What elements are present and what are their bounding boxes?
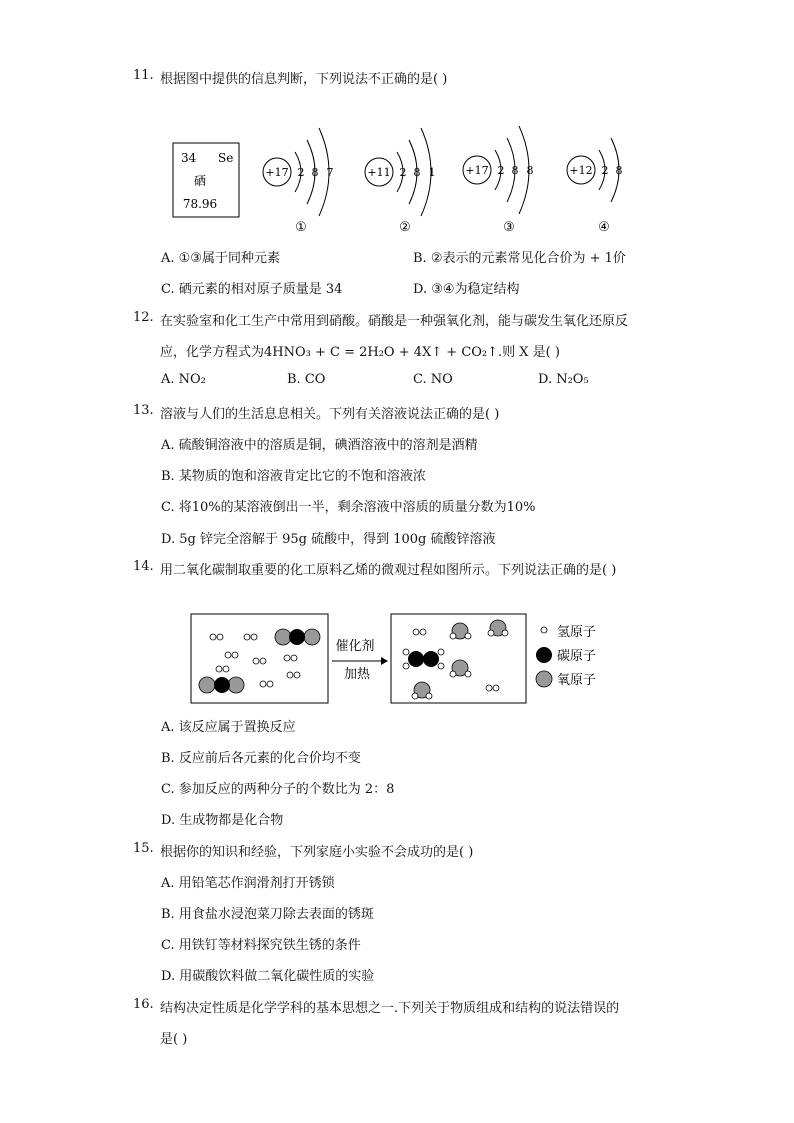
- question-number: 11.: [133, 68, 154, 83]
- diagram-label: ④: [598, 220, 610, 235]
- legend-hydrogen: 氢原子: [557, 625, 597, 640]
- option-c[interactable]: C. 用铁钉等材料探究铁生锈的条件: [161, 938, 361, 953]
- shell-electrons: 8: [413, 166, 421, 179]
- diagram-label: ③: [503, 220, 515, 235]
- question-number: 13.: [133, 403, 154, 418]
- shell-electrons: 2: [497, 164, 505, 177]
- diagram-label: ①: [295, 220, 307, 235]
- option-d[interactable]: D. 用碳酸饮料做二氧化碳性质的实验: [161, 969, 375, 984]
- option-b[interactable]: B. 反应前后各元素的化合价均不变: [161, 751, 361, 766]
- question-stem: 根据你的知识和经验，下列家庭小实验不会成功的是( ): [160, 845, 474, 860]
- question-number: 15.: [133, 841, 154, 856]
- option-a[interactable]: A. ①③属于同种元素: [161, 251, 280, 266]
- question-number: 16.: [133, 997, 154, 1012]
- question-stem: 根据图中提供的信息判断，下列说法不正确的是( ): [160, 72, 448, 87]
- element-symbol: Se: [218, 151, 234, 165]
- option-b[interactable]: B. ②表示的元素常见化合价为 + 1价: [413, 251, 626, 266]
- question-number: 14.: [133, 559, 154, 574]
- reaction-diagram: [185, 606, 635, 710]
- legend-carbon: 碳原子: [557, 649, 597, 664]
- diagram-label: ②: [399, 220, 411, 235]
- legend: [536, 625, 596, 688]
- water-molecule: [488, 620, 508, 636]
- carbon-legend-swatch: [536, 647, 552, 663]
- option-b[interactable]: B. 用食盐水浸泡菜刀除去表面的锈斑: [161, 907, 374, 922]
- water-molecule: [450, 660, 471, 677]
- shell-electrons: 2: [601, 164, 609, 177]
- shell-electrons: 2: [297, 166, 305, 179]
- option-d[interactable]: D. 5g 锌完全溶解于 95g 硫酸中，得到 100g 硫酸锌溶液: [161, 532, 496, 547]
- atomic-number: 34: [181, 151, 197, 165]
- arrow-condition-top: 催化剂: [335, 639, 375, 654]
- question-number: 12.: [133, 310, 154, 325]
- atomic-mass: 78.96: [182, 197, 218, 211]
- question-stem: 溶液与人们的生活息息相关。下列有关溶液说法正确的是( ): [160, 407, 500, 422]
- question-stem-continued: 应，化学方程式为4HNO₃ + C = 2H₂O + 4X↑ + CO₂↑.则 X 是( ): [160, 345, 560, 360]
- nucleus-charge: +11: [367, 166, 391, 179]
- option-c[interactable]: C. 参加反应的两种分子的个数比为 2：8: [161, 782, 395, 797]
- co2-molecule: [199, 677, 244, 693]
- nucleus-charge: +17: [265, 166, 289, 179]
- option-d[interactable]: D. 生成物都是化合物: [161, 813, 284, 828]
- shell-electrons: 8: [615, 164, 623, 177]
- shell-electrons: 8: [511, 164, 519, 177]
- atom-structure-figure: [160, 118, 660, 238]
- hydrogen-legend-swatch: [541, 627, 547, 633]
- option-a[interactable]: A. 该反应属于置换反应: [161, 720, 296, 735]
- element-card: [173, 143, 239, 217]
- atom-diagram-3: [463, 126, 534, 235]
- shell-electrons: 1: [428, 166, 436, 179]
- legend-oxygen: 氧原子: [557, 673, 597, 688]
- shell-electrons: 8: [311, 166, 319, 179]
- nucleus-charge: +12: [569, 164, 593, 177]
- option-b[interactable]: B. 某物质的饱和溶液肯定比它的不饱和溶液浓: [161, 469, 426, 484]
- option-c[interactable]: C. 将10%的某溶液倒出一半，剩余溶液中溶质的质量分数为10%: [161, 500, 536, 515]
- option-c[interactable]: C. NO: [413, 372, 453, 387]
- option-c[interactable]: C. 硒元素的相对原子质量是 34: [161, 282, 343, 297]
- ethylene-molecule: [403, 649, 444, 669]
- shell-electrons: 8: [526, 164, 534, 177]
- water-molecule: [412, 682, 432, 699]
- atom-diagram-1: [263, 128, 334, 235]
- option-a[interactable]: A. 硫酸铜溶液中的溶质是铜，碘酒溶液中的溶剂是酒精: [161, 438, 478, 453]
- nucleus-charge: +17: [465, 164, 489, 177]
- question-stem: 在实验室和化工生产中常用到硝酸。硝酸是一种强氧化剂，能与碳发生氧化还原反: [160, 314, 629, 329]
- oxygen-legend-swatch: [536, 671, 552, 687]
- shell-electrons: 2: [399, 166, 407, 179]
- shell-electrons: 7: [326, 166, 334, 179]
- atom-diagram-2: [365, 128, 436, 235]
- option-d[interactable]: D. N₂O₅: [538, 372, 589, 387]
- co2-molecule: [275, 629, 320, 645]
- question-stem: 用二氧化碳制取重要的化工原料乙烯的微观过程如图所示。下列说法正确的是( ): [160, 563, 617, 578]
- option-a[interactable]: A. NO₂: [161, 372, 206, 387]
- option-a[interactable]: A. 用铅笔芯作润滑剂打开锈锁: [161, 876, 335, 891]
- option-d[interactable]: D. ③④为稳定结构: [413, 282, 520, 297]
- water-molecule: [450, 623, 471, 639]
- option-b[interactable]: B. CO: [287, 372, 326, 387]
- atom-diagram-4: [567, 138, 623, 235]
- element-name: 硒: [193, 174, 207, 188]
- question-stem: 结构决定性质是化学学科的基本思想之一.下列关于物质组成和结构的说法错误的: [160, 1001, 620, 1016]
- question-stem-continued: 是( ): [160, 1032, 188, 1047]
- arrow-condition-bottom: 加热: [343, 667, 371, 682]
